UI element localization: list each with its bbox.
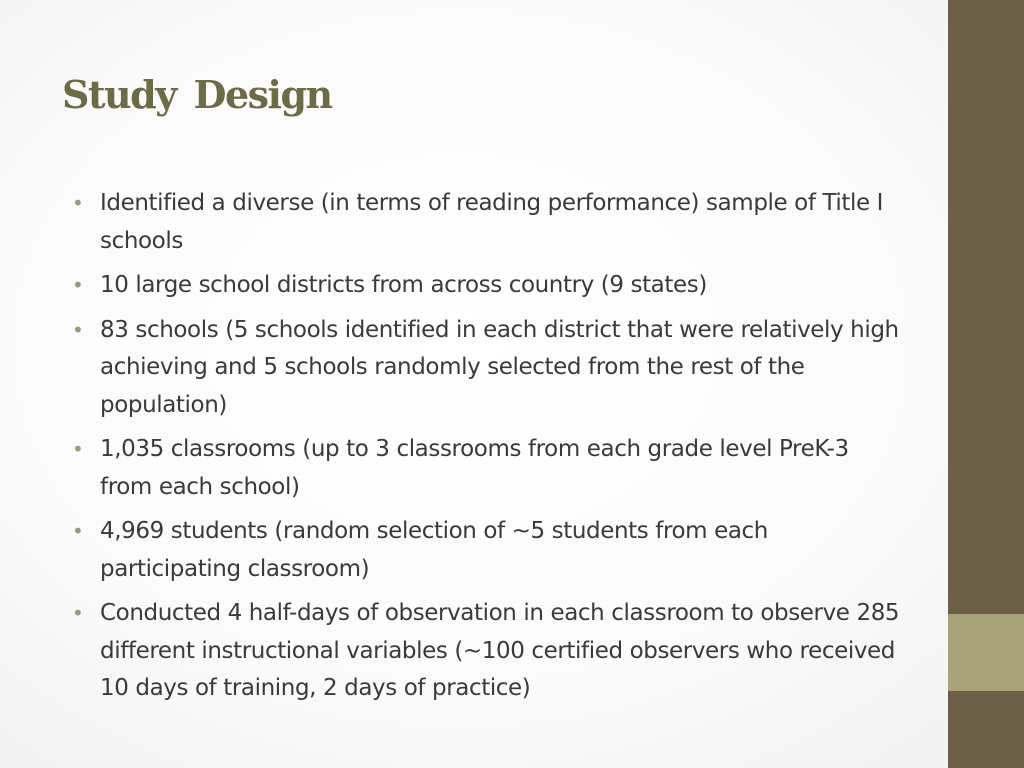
bullet-item: [70, 185, 900, 260]
bullet-icon: •: [72, 273, 84, 297]
bullet-icon: •: [72, 317, 84, 342]
bullet-text: 4,969 students (random selection of ~5 students from each participating classroom): [100, 518, 768, 582]
bullet-item: [70, 513, 900, 588]
bullet-text: Identified a diverse (in terms of reading performance) sample of Title I schools: [100, 190, 884, 254]
bullet-item: [70, 431, 900, 506]
bullet-text: 10 large school districts from across country (9 states): [100, 272, 707, 298]
bullet-item: [70, 595, 900, 708]
decorative-side-bar-accent: [948, 614, 1024, 691]
bullet-icon: •: [72, 601, 84, 625]
bullet-icon: •: [72, 191, 84, 215]
bullet-text: Conducted 4 half-days of observation in each classroom to observe 285 different instructional variables (~100 certified observers who received 10 days of training, 2 days of practice): [100, 600, 900, 701]
bullet-item: [70, 267, 900, 305]
bullet-item: [70, 312, 900, 425]
bullet-text: 1,035 classrooms (up to 3 classrooms from each grade level PreK-3 from each school): [100, 436, 849, 500]
bullet-icon: •: [72, 437, 84, 461]
bullet-text: 83 schools (5 schools identified in each district that were relatively high achieving and 5 schools randomly selected from the rest of the population): [100, 316, 899, 418]
bullet-icon: •: [72, 519, 84, 543]
slide-title: Study Design: [62, 72, 332, 117]
bullet-list: [70, 185, 900, 715]
